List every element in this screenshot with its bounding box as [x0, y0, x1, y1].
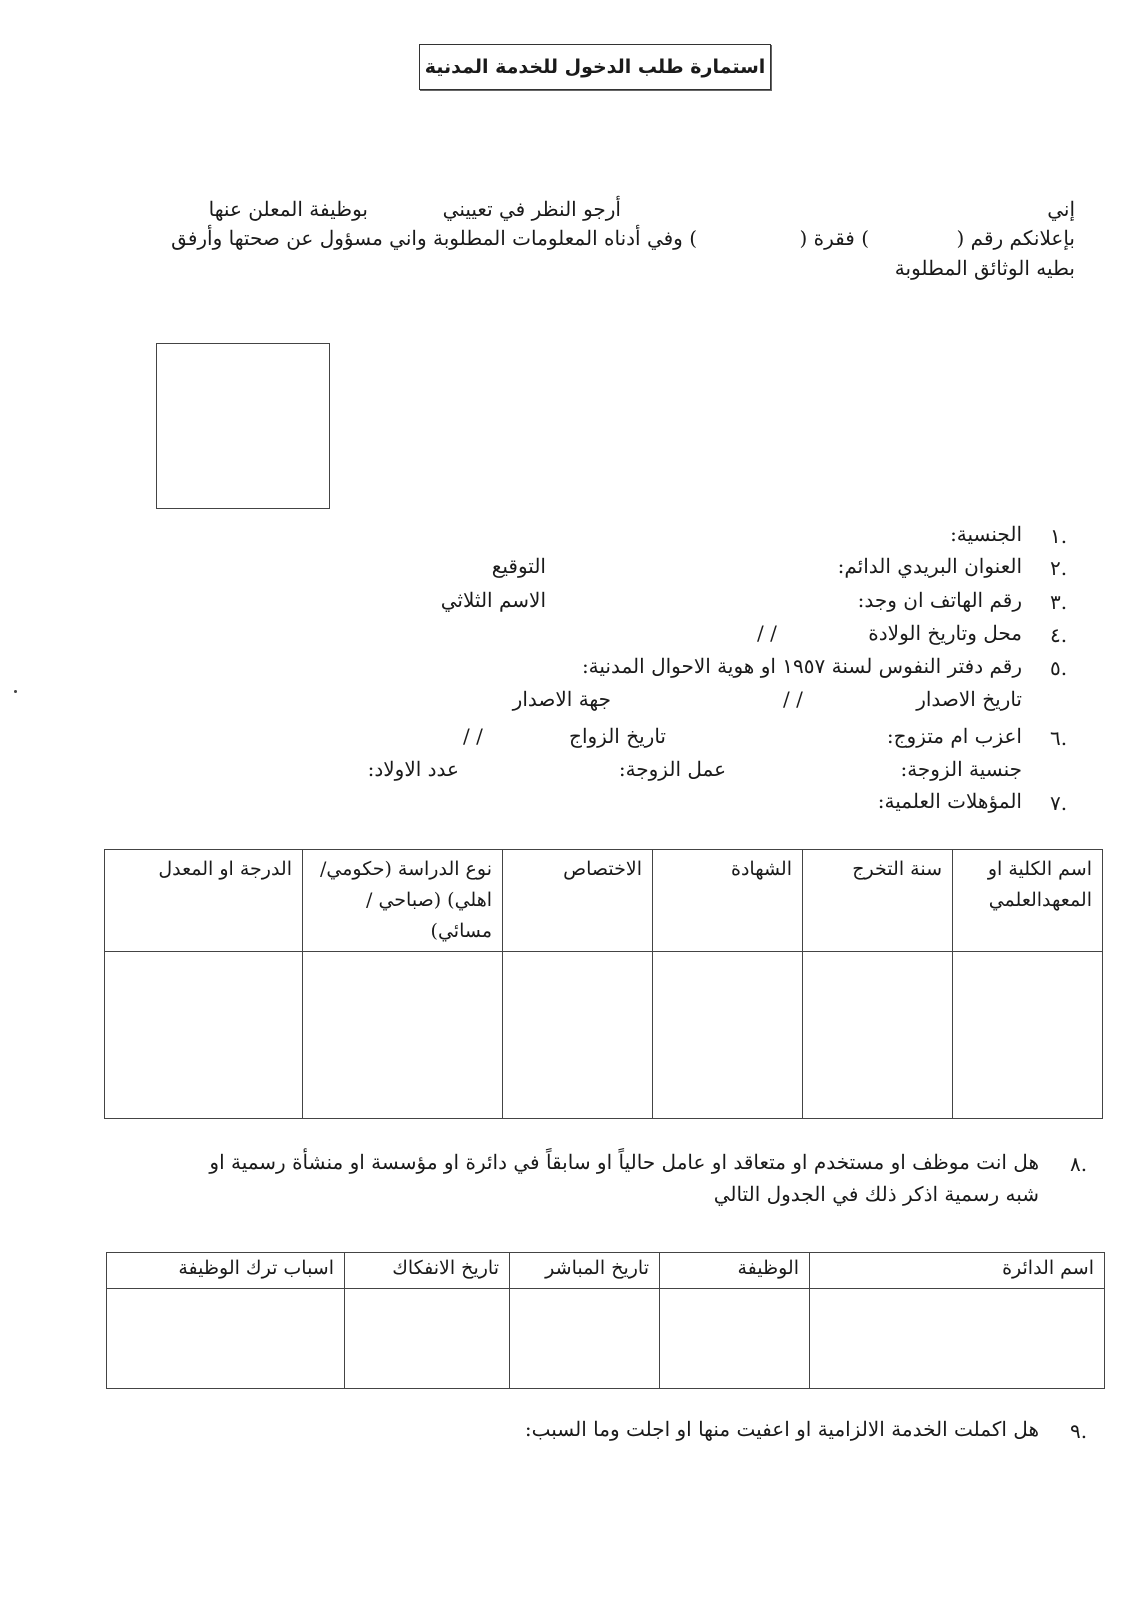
- start-date-cell[interactable]: [510, 1289, 660, 1389]
- employment-table: [106, 1252, 1105, 1389]
- intro-announcement-no: بإعلانكم رقم (: [956, 226, 1075, 250]
- qualifications-label: المؤهلات العلمية:: [877, 789, 1022, 813]
- header-certificate: الشهادة: [653, 850, 803, 952]
- issue-date-label: تاريخ الاصدار: [916, 687, 1022, 711]
- phone-label: رقم الهاتف ان وجد:: [857, 588, 1022, 612]
- census-label: رقم دفتر النفوس لسنة ١٩٥٧ او هوية الاحوال المدنية:: [581, 654, 1022, 678]
- header-college: اسم الكلية او المعهدالعلمي: [953, 850, 1103, 952]
- header-specialization: الاختصاص: [503, 850, 653, 952]
- issue-date-slashes: / /: [783, 687, 803, 711]
- intro-paragraph-no: ) فقرة (: [799, 226, 869, 250]
- header-grade: الدرجة او المعدل: [105, 850, 303, 952]
- department-cell[interactable]: [810, 1289, 1105, 1389]
- item-number-2: ٢.: [1050, 556, 1068, 580]
- employment-header-row: [107, 1253, 1105, 1289]
- marriage-date-slashes: / /: [463, 724, 483, 748]
- q9-text: هل اكملت الخدمة الالزامية او اعفيت منها او اجلت وما السبب:: [524, 1417, 1039, 1441]
- job-cell[interactable]: [660, 1289, 810, 1389]
- marriage-date-label: تاريخ الزواج: [569, 724, 666, 748]
- form-title: استمارة طلب الدخول للخدمة المدنية: [419, 44, 771, 90]
- item-number-3: ٣.: [1050, 590, 1068, 614]
- header-leave-reasons: اسباب ترك الوظيفة: [107, 1253, 345, 1289]
- employment-entry-row: [107, 1289, 1105, 1389]
- intro-attachments: بطيه الوثائق المطلوبة: [894, 256, 1075, 280]
- study-type-cell[interactable]: [303, 952, 503, 1119]
- grade-cell[interactable]: [105, 952, 303, 1119]
- item-number-5: ٥.: [1050, 656, 1068, 680]
- leave-date-cell[interactable]: [345, 1289, 510, 1389]
- leave-reasons-cell[interactable]: [107, 1289, 345, 1389]
- q8-line1: هل انت موظف او مستخدم او متعاقد او عامل حالياً او سابقاً في دائرة او مؤسسة او منشأة رسمية او: [209, 1150, 1039, 1174]
- item-number-9: ٩.: [1070, 1419, 1088, 1443]
- header-graduation-year: سنة التخرج: [803, 850, 953, 952]
- children-count-label: عدد الاولاد:: [367, 757, 459, 781]
- address-label: العنوان البريدي الدائم:: [837, 554, 1022, 578]
- header-job: الوظيفة: [660, 1253, 810, 1289]
- spouse-nationality-label: جنسية الزوجة:: [900, 757, 1022, 781]
- birth-date-slashes: / /: [757, 621, 777, 645]
- header-department: اسم الدائرة: [810, 1253, 1105, 1289]
- education-header-row: [105, 850, 1103, 952]
- scan-speck: [14, 690, 17, 693]
- nationality-label: الجنسية:: [950, 522, 1022, 546]
- full-name-label: الاسم الثلاثي: [440, 588, 546, 612]
- item-number-6: ٦.: [1050, 726, 1068, 750]
- certificate-cell[interactable]: [653, 952, 803, 1119]
- signature-label: التوقيع: [491, 554, 546, 578]
- education-entry-row: [105, 952, 1103, 1119]
- spouse-job-label: عمل الزوجة:: [618, 757, 726, 781]
- intro-statement: ) وفي أدناه المعلومات المطلوبة واني مسؤول عن صحتها وأرفق: [171, 226, 697, 250]
- item-number-4: ٤.: [1050, 623, 1068, 647]
- intro-word-ani: إني: [1047, 197, 1075, 221]
- issue-authority-label: جهة الاصدار: [512, 687, 611, 711]
- item-number-8: ٨.: [1070, 1152, 1088, 1176]
- birth-label: محل وتاريخ الولادة: [868, 621, 1022, 645]
- specialization-cell[interactable]: [503, 952, 653, 1119]
- q8-line2: شبه رسمية اذكر ذلك في الجدول التالي: [713, 1182, 1039, 1206]
- graduation-year-cell[interactable]: [803, 952, 953, 1119]
- header-start-date: تاريخ المباشر: [510, 1253, 660, 1289]
- item-number-7: ٧.: [1050, 791, 1068, 815]
- header-study-type: نوع الدراسة (حكومي/اهلي) (صباحي /مسائي): [303, 850, 503, 952]
- item-number-1: ١.: [1050, 524, 1068, 548]
- intro-request: أرجو النظر في تعييني: [442, 197, 621, 221]
- header-leave-date: تاريخ الانفكاك: [345, 1253, 510, 1289]
- marital-label: اعزب ام متزوج:: [886, 724, 1022, 748]
- intro-job: بوظيفة المعلن عنها: [208, 197, 368, 221]
- college-cell[interactable]: [953, 952, 1103, 1119]
- education-table: [104, 849, 1103, 1119]
- photo-box: [156, 343, 330, 509]
